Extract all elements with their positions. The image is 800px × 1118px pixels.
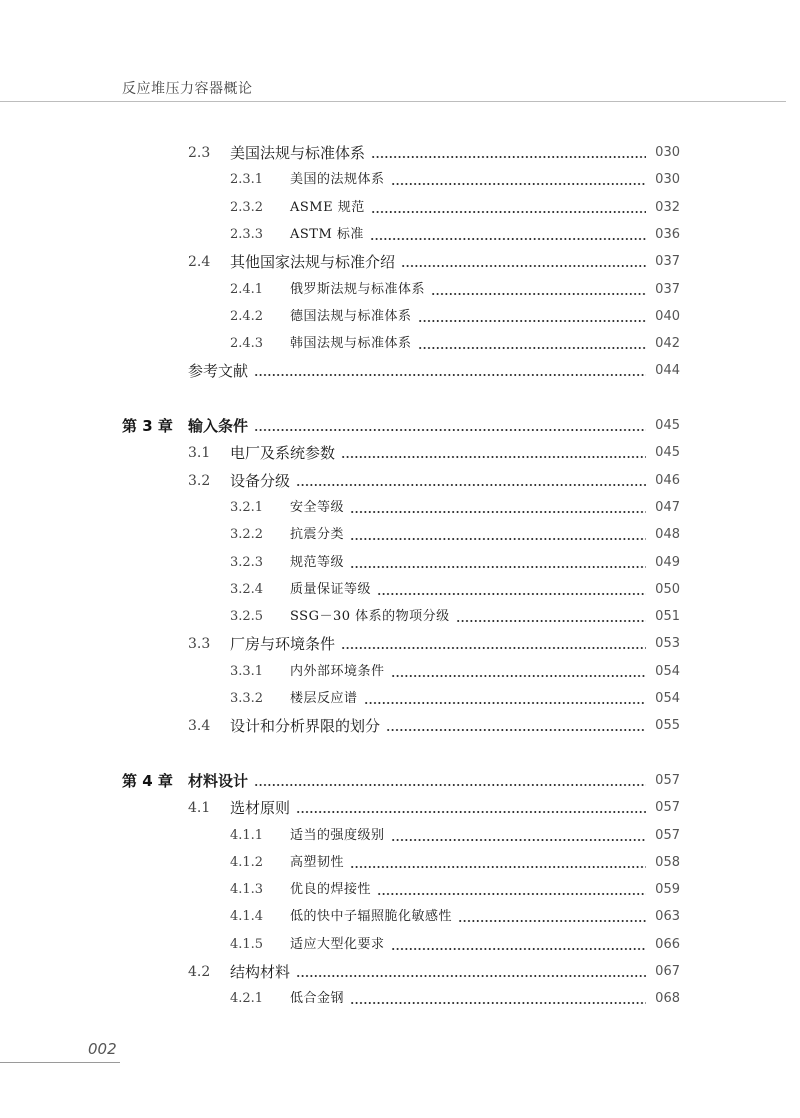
toc-entry-number: 2.4.3 [230, 336, 264, 352]
toc-entry-number: 4.1.3 [230, 882, 264, 898]
toc-dot-leader [458, 920, 646, 922]
toc-dot-leader [350, 866, 646, 868]
toc-entry-number: 2.4.2 [230, 308, 264, 324]
toc-entry-title: 结构材料 [230, 963, 291, 981]
toc-entry-title: 安全等级 [290, 499, 345, 515]
toc-dot-leader [418, 320, 646, 322]
toc-entry-page: 067 [655, 964, 680, 979]
toc-entry-title: ASTM 标准 [290, 226, 364, 242]
toc-entry-title: 美国法规与标准体系 [230, 144, 366, 162]
toc-entry [230, 852, 680, 874]
toc-entry [188, 633, 680, 655]
toc-entry-page: 048 [655, 527, 680, 543]
toc-entry-number: 4.1 [188, 800, 211, 817]
toc-entry-number: 第 4 章 [122, 771, 173, 790]
toc-dot-leader [350, 1002, 646, 1004]
toc-entry [188, 961, 680, 983]
toc-entry [230, 606, 680, 628]
toc-entry-page: 068 [655, 991, 680, 1007]
toc-entry-number: 3.4 [188, 718, 211, 735]
toc-entry [230, 688, 680, 710]
toc-entry-number: 4.1.2 [230, 854, 264, 870]
toc-entry-page: 058 [655, 854, 680, 870]
toc-entry-number: 2.3 [188, 145, 211, 161]
toc-entry-page: 045 [655, 418, 680, 433]
toc-entry-title: 参考文献 [188, 362, 249, 381]
toc-entry [122, 415, 680, 437]
toc-entry [230, 279, 680, 301]
toc-entry [230, 497, 680, 519]
toc-entry [230, 879, 680, 901]
toc-entry-title: 规范等级 [290, 554, 345, 570]
toc-dot-leader [341, 647, 646, 649]
toc-entry [188, 251, 680, 273]
toc-entry-page: 053 [655, 636, 680, 652]
toc-dot-leader [391, 183, 646, 185]
toc-entry-title: 抗震分类 [290, 527, 345, 543]
toc-dot-leader [296, 811, 646, 813]
toc-entry-page: 054 [655, 663, 680, 679]
toc-entry-page: 049 [655, 554, 680, 570]
toc-entry-number: 3.3.2 [230, 691, 264, 706]
toc-entry-title: 适当的强度级别 [290, 827, 385, 843]
toc-dot-leader [431, 293, 646, 295]
toc-entry [230, 306, 680, 328]
toc-entry-title: 质量保证等级 [290, 581, 372, 597]
toc-entry-title: 德国法规与标准体系 [290, 308, 412, 324]
toc-entry-title: 俄罗斯法规与标准体系 [290, 281, 426, 297]
toc-entry-number: 3.3 [188, 636, 211, 653]
toc-entry [188, 797, 680, 819]
toc-dot-leader [350, 511, 646, 513]
toc-dot-leader [254, 374, 646, 376]
toc-entry-title: 适应大型化要求 [290, 936, 385, 952]
toc-entry-number: 4.2 [188, 964, 211, 980]
toc-dot-leader [401, 265, 646, 267]
running-header-title: 反应堆压力容器概论 [122, 81, 253, 97]
toc-entry [230, 579, 680, 601]
toc-dot-leader [371, 211, 646, 213]
toc-entry-title: 优良的焊接性 [290, 882, 372, 898]
toc-entry-title: 输入条件 [188, 417, 249, 435]
toc-entry [230, 224, 680, 246]
toc-entry-title: 低合金钢 [290, 991, 345, 1007]
toc-entry [188, 715, 680, 737]
toc-dot-leader [377, 593, 646, 595]
toc-entry [188, 442, 680, 464]
toc-entry-page: 032 [655, 199, 680, 215]
toc-entry-number: 3.3.1 [230, 663, 264, 679]
toc-entry-page: 040 [655, 308, 680, 324]
toc-entry-page: 050 [655, 581, 680, 597]
toc-dot-leader [341, 456, 646, 458]
toc-entry-title: 高塑韧性 [290, 854, 345, 870]
toc-dot-leader [364, 702, 646, 704]
toc-entry [230, 661, 680, 683]
toc-entry [230, 906, 680, 928]
toc-entry-page: 044 [655, 363, 680, 379]
toc-entry-title: 内外部环境条件 [290, 663, 385, 679]
toc-entry-page: 037 [655, 281, 680, 297]
toc-dot-leader [296, 975, 646, 977]
toc-dot-leader [386, 729, 646, 731]
toc-entry [188, 142, 680, 164]
toc-entry-number: 4.1.4 [230, 909, 264, 925]
toc-entry-page: 063 [655, 909, 680, 925]
toc-entry-number: 2.3.1 [230, 172, 264, 188]
page-number: 002 [88, 1040, 117, 1058]
toc-entry-number: 3.2.1 [230, 499, 264, 515]
toc-entry-title: 选材原则 [230, 799, 291, 818]
toc-entry-number: 2.4 [188, 254, 211, 271]
toc-dot-leader [391, 948, 646, 950]
toc-entry-title: 设备分级 [230, 471, 291, 490]
toc-entry [230, 524, 680, 546]
toc-entry-page: 055 [655, 718, 680, 734]
toc-entry-title: 楼层反应谱 [290, 691, 358, 706]
toc-entry-title: 美国的法规体系 [290, 172, 385, 188]
toc-entry-page: 046 [655, 472, 680, 488]
toc-entry [230, 988, 680, 1010]
toc-entry-page: 045 [655, 445, 680, 461]
toc-dot-leader [377, 893, 646, 895]
toc-entry [122, 770, 680, 792]
toc-entry-number: 3.2.5 [230, 609, 264, 625]
toc-entry-number: 第 3 章 [122, 417, 173, 435]
toc-entry-number: 4.2.1 [230, 991, 264, 1007]
toc-dot-leader [371, 156, 646, 158]
toc-entry [230, 333, 680, 355]
toc-entry-number: 4.1.5 [230, 936, 264, 952]
toc-entry [230, 934, 680, 956]
toc-entry-title: ASME 规范 [290, 199, 365, 215]
toc-dot-leader [391, 839, 646, 841]
toc-entry-number: 4.1.1 [230, 827, 264, 843]
toc-entry [230, 169, 680, 191]
toc-entry-title: 韩国法规与标准体系 [290, 336, 412, 352]
toc-entry [230, 552, 680, 574]
toc-entry-page: 054 [655, 691, 680, 706]
toc-entry-title: 电厂及系统参数 [230, 444, 336, 463]
toc-dot-leader [418, 347, 646, 349]
toc-entry-number: 2.3.3 [230, 226, 264, 242]
toc-entry-title: 材料设计 [188, 771, 249, 790]
toc-entry-page: 042 [655, 336, 680, 352]
toc-entry-number: 3.2.2 [230, 527, 264, 543]
toc-entry-page: 066 [655, 936, 680, 952]
toc-entry-page: 057 [655, 827, 680, 843]
toc-dot-leader [391, 675, 646, 677]
toc-entry-page: 059 [655, 882, 680, 898]
toc-entry-page: 051 [655, 609, 680, 625]
toc-dot-leader [350, 538, 646, 540]
toc-entry-page: 057 [655, 772, 680, 788]
toc-entry-title: 设计和分析界限的划分 [230, 717, 381, 736]
toc-entry [230, 197, 680, 219]
toc-entry-page: 037 [655, 254, 680, 270]
toc-entry-number: 3.2 [188, 472, 211, 489]
toc-entry-number: 3.2.4 [230, 581, 264, 597]
toc-entry-number: 3.1 [188, 445, 211, 462]
toc-entry-number: 2.4.1 [230, 281, 264, 297]
toc-dot-leader [370, 238, 646, 240]
toc-entry-title: 其他国家法规与标准介绍 [230, 253, 396, 272]
toc-entry-number: 3.2.3 [230, 554, 264, 570]
toc-entry-title: 低的快中子辐照脆化敏感性 [290, 909, 453, 925]
toc-entry [188, 470, 680, 492]
footer-divider [0, 1062, 120, 1063]
toc-entry [230, 825, 680, 847]
toc-entry-page: 057 [655, 800, 680, 816]
toc-entry-page: 047 [655, 499, 680, 515]
toc-entry-page: 030 [655, 145, 680, 160]
toc-dot-leader [350, 566, 646, 568]
toc-entry-page: 030 [655, 172, 680, 188]
toc-dot-leader [456, 620, 646, 622]
toc-dot-leader [296, 484, 646, 486]
toc-entry-title: 厂房与环境条件 [230, 635, 336, 654]
toc-entry-number: 2.3.2 [230, 199, 264, 215]
toc-entry-page: 036 [655, 226, 680, 242]
toc-entry-title: SSG－30 体系的物项分级 [290, 609, 450, 625]
toc-entry [188, 360, 680, 382]
toc-dot-leader [254, 429, 646, 431]
toc-dot-leader [254, 784, 646, 786]
